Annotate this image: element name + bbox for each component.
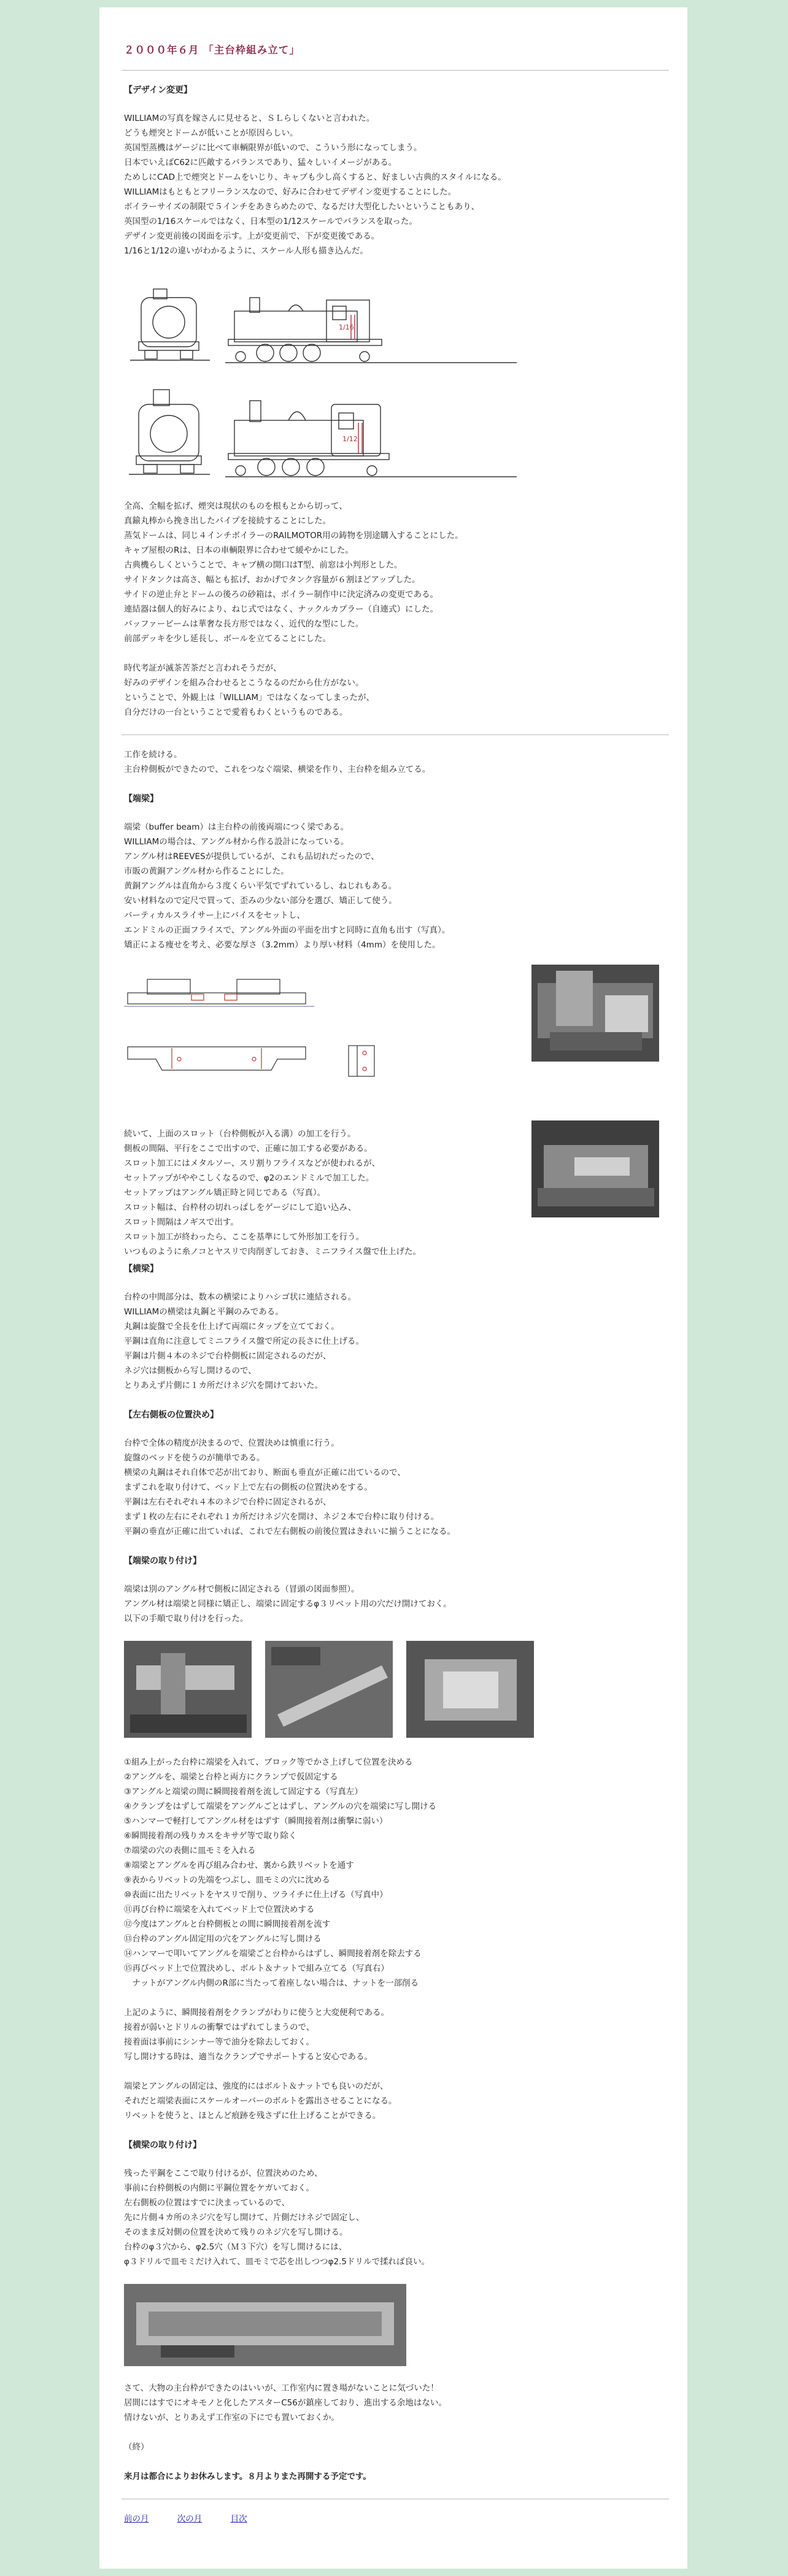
crossmount-paragraph: 残った平鋼をここで取り付けるが、位置決めのため、 事前に台枠側板の内側に平鋼位置をケガいておく。 左右側板の位置はすでに決まっているので、 先に片側４カ所のネジ穴を写し開けて、片側だけネジで固定し、 そのまま反対側の位置を決めて残りのネジ穴を写し開ける。 台枠のφ３穴から、φ2.5穴（Ｍ３下穴）を写し開けるには、 φ３ドリルで皿モミだけ入れて、皿モミで芯を出しつつφ2.5ドリルで揉れば良い。 (124, 2169, 430, 2267)
closing-note: 来月は都合によりお休みします。８月よりまた再開する予定です。 (124, 2472, 371, 2482)
drawing-before-change (124, 273, 669, 371)
scale-label-after: 1/12 (342, 435, 358, 443)
buffer-paragraph-1: 端梁（buffer beam）は主台枠の前後両端につく梁である。 WILLIAMの場合は、アングル材から作る設計になっている。 アングル材はREEVESが提供しているが、これも品切れだったので、 市販の黄銅アングル材から作ることにした。 黄銅アングルは直角から３度くらい平気でずれているし、ねじれもある。 安い材料なので定尺で買って、歪みの少ない部分を選び、矯正して使う。 バーティカルスライサー上にバイスをセットし、 エンドミルの正面フライスで、アングル外面の平面を出すと同時に直角も出す（写真）。 矯正による痩せを考え、必要な厚さ（3.2mm）より厚い材料（4mm）を使用した。 (124, 822, 450, 950)
design-paragraph-3: 時代考証が滅茶苦茶だと言われそうだが、 好みのデザインを組み合わせるとこうなるのだから仕方がない。 ということで、外観上は「WILLIAM」ではなくなってしまったが、 自分だけの一台ということで愛着もわくというものである。 (124, 663, 374, 717)
buffer-beam-drawing (124, 967, 468, 1102)
cross-paragraph: 台枠の中間部分は、数本の横梁によりハシゴ状に連結される。 WILLIAMの横梁は丸鋼と平鋼のみである。 丸鋼は旋盤で全長を仕上げて両端にタップを立てておく。 平鋼は直角に注意してミニフライス盤で所定の長さに仕上げる。 平鋼は片側４本のネジで台枠側板に固定されるのだが、 ネジ穴は側板から写し開けるので、 とりあえず片側に１カ所だけネジ穴を開けておいた。 (124, 1292, 364, 1390)
attach-paragraph-1: 端梁は別のアングル材で側板に固定される（冒頭の図面参照）。 アングル材は端梁と同様に矯正し、端梁に固定するφ３リベット用の穴だけ開けておく。 以下の手順で取り付けを行った。 (124, 1584, 452, 1624)
prev-month-link[interactable]: 前の月 (124, 2514, 149, 2524)
page-title: ２０００年６月 「主台枠組み立て」 (124, 44, 300, 56)
design-paragraph-2: 全高、全幅を拡げ、煙突は現状のものを根もとから切って、 真鍮丸棒から挽き出したパイプを接続することにした。 蒸気ドームは、同じ４インチボイラーのRAILMOTOR用の鋳物を別途購入することにした。 キャブ屋根のRは、日本の車輌限界に合わせて緩やかにした。 古典機らしくということで、キャブ横の開口はT型、前窓は小判形とした。 サイドタンクは高さ、幅とも拡げ、おかげでタンク容量が６割ほどアップした。 サイドの逆止弁とドームの後ろの砂箱は、ボイラー制作中に決定済みの変更である。 連結器は個人的好みにより、ねじ式ではなく、ナックルカプラー（自連式）にした。 バッファービームは華奢な長方形ではなく、近代的な型にした。 前部デッキを少し延長し、ボールを立てることにした。 (124, 501, 463, 644)
scale-label-before: 1/16 (339, 323, 354, 331)
work-paragraph: 工作を続ける。 主台枠側板ができたので、これをつなぐ端梁、横梁を作り、主台枠を組み立てる。 (124, 750, 431, 774)
final-paragraph: さて、大物の主台枠ができたのはいいが、工作室内に置き場がないことに気づいた！ 居間にはすでにオキモノと化したアスターC56が鎮座しており、進出する余地はない。 情けないが、とりあえず工作室の下にでも置いておくか。 (124, 2383, 447, 2423)
locomotive-drawing-after (124, 386, 517, 484)
cross-heading: 【横梁】 (124, 1264, 158, 1274)
design-paragraph-1: WILLIAMの写真を嫁さんに見せると、ＳＬらしくないと言われた。 どうも煙突とドームが低いことが原因らしい。 英国型蒸機はゲージに比べて車輌限界が低いので、こういう形になってしまう。 日本でいえばC62に匹敵するバランスであり、猛々しいイメージがある。 ためしにCAD上で煙突とドームをいじり、キャブも少し高くすると、好ましい古典的スタイルになる。 WILLIAMはもともとフリーランスなので、好みに合わせてデザイン変更することにした。 ボイラーサイズの制限で５インチをあきらめたので、なるだけ大型化したいということもあり、 英国型の1/16スケールではなく、日本型の1/12スケールでバランスを取った。 デザイン変更前後の図面を示す。上が変更前で、下が変更後である。 1/16と1/12の違いがわかるように、スケール人形も描き込んだ。 (124, 114, 506, 256)
crossmount-heading: 【横梁の取り付け】 (124, 2140, 201, 2150)
frame-photo (124, 2284, 669, 2366)
article-page (99, 7, 687, 2569)
position-paragraph: 台枠で全体の精度が決まるので、位置決めは慎重に行う。 旋盤のベッドを使うのが簡単である。 横梁の丸鋼はそれ自体で芯が出ており、断面も垂直が正確に出ているので、 まずこれを取り付けて、ベッド上で左右の側板の位置決めをする。 平鋼は左右それぞれ４本のネジで台枠に固定されるが、 まず１枚の左右にそれぞれ１カ所だけネジ穴を開け、ネジ２本で台枠に取り付ける。 平鋼の垂直が正確に出ていれば、これで左右側板の前後位置はきれいに揃うことになる。 (124, 1438, 455, 1537)
position-heading: 【左右側板の位置決め】 (124, 1410, 218, 1420)
attach-photo-left (124, 1641, 252, 1738)
attach-steps-list: ①組み上がった台枠に端梁を入れて、ブロック等でかさ上げして位置を決める ②アングルを、端梁と台枠と両方にクランプで仮固定する ③アングルと端梁の間に瞬間接着剤を流して固定する（写真左） ④クランプをはずして端梁をアングルごとはずし、アングルの穴を端梁に写し開ける ⑤ハンマーで軽打してアングル材をはずす（瞬間接着剤は衝撃に弱い） ⑥瞬間接着剤の残りカスをキサゲ等で取り除く ⑦端梁の穴の表側に皿モミを入れる ⑧端梁とアングルを再び組み合わせ、裏から鉄リベットを通す ⑨表からリベットの先端をつぶし、皿モミの穴に沈める ⑩表面に出たリベットをヤスリで削り、ツライチに仕上げる（写真中） ⑪再び台枠に端梁を入れてベッド上で位置決めする ⑫今度はアングルと台枠側板との間に瞬間接着剤を流す ⑬台枠のアングル固定用の穴をアングルに写し開ける ⑭ハンマーで叩いてアングルを端梁ごと台枠からはずし、瞬間接着剤を除去する ⑮再びベッド上で位置決めし、ボルト＆ナットで組み立てる（写真右） ナットがアングル内側のR部に当たって着座しない場合は、ナットを一部削る (124, 1757, 437, 1988)
buffer-photo-2 (531, 1120, 659, 1220)
buffer-paragraph-2: 続いて、上面のスロット（台枠側板が入る溝）の加工を行う。 側板の間隔、平行をここで出すので、正確に加工する必要がある。 スロット加工にはメタルソー、スリ割りフライスなどが使われるが、 セットアップがややこしくなるので、φ2のエンドミルで加工した。 セットアップはアングル矯正時と同じである（写真）。 スロット幅は、台枠材の切れっぱしをゲージにして追い込み、 スロット間隔はノギスで出す。 スロット加工が終わったら、ここを基準にして外形加工を行う。 いつものように糸ノコとヤスリで肉削ぎしておき、ミニフライス盤で仕上げた。 (124, 1129, 421, 1257)
end-mark: （終） (124, 2442, 149, 2452)
design-heading: 【デザイン変更】 (124, 85, 193, 95)
footer-navigation (124, 2512, 669, 2524)
next-month-link[interactable]: 次の月 (177, 2514, 203, 2524)
buffer-figure-row (124, 967, 669, 1114)
title-divider (122, 70, 669, 71)
attach-photo-center (265, 1641, 393, 1738)
attach-paragraph-2: 上記のように、瞬間接着剤をクランプがわりに使うと大変便利である。 接着が弱いとドリルの衝撃ではずれてしまうので、 接着面は事前にシンナー等で油分を除去しておく。 写し開けする時は、適当なクランプでサポートすると安心である。 (124, 2008, 389, 2062)
attach-heading: 【端梁の取り付け】 (124, 1556, 201, 1566)
locomotive-drawing-before (124, 273, 517, 371)
attach-paragraph-3: 端梁とアングルの固定は、強度的にはボルト＆ナットでも良いのだが、 それだと端梁表面にスケールオーバーのボルトを露出させることになる。 リベットを使うと、ほとんど痕跡を残さずに仕上げることができる。 (124, 2081, 397, 2121)
buffer-heading: 【端梁】 (124, 794, 158, 804)
slot-row (122, 1127, 669, 1262)
attach-photo-right (406, 1641, 534, 1738)
index-link[interactable]: 目次 (230, 2514, 247, 2524)
attach-photos (124, 1641, 669, 1738)
buffer-photo-1 (531, 965, 659, 1064)
drawing-after-change (124, 386, 669, 484)
